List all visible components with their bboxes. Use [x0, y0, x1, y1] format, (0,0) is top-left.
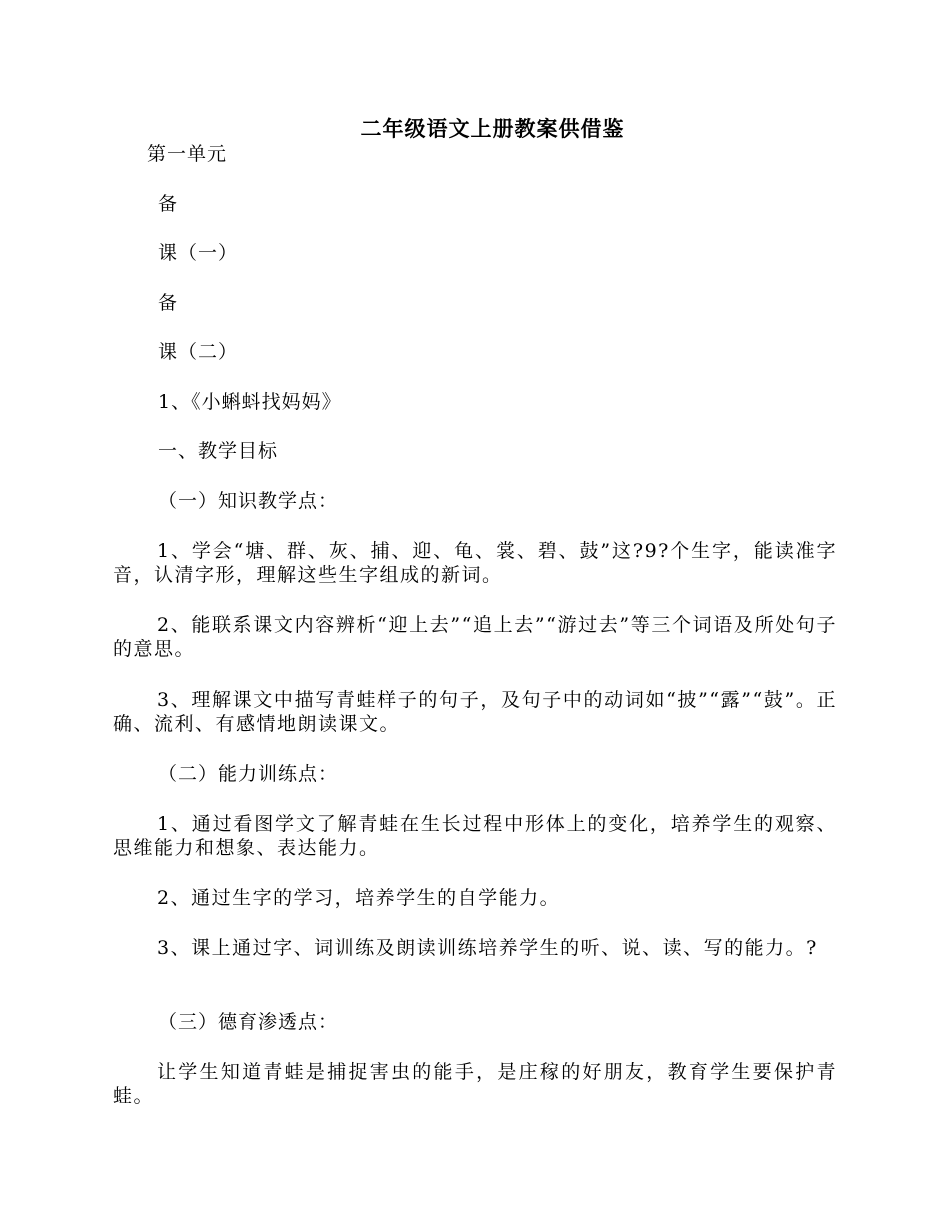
subsection-ability: （二）能力训练点： — [158, 763, 339, 785]
ability-item: 3、课上通过字、词训练及朗读训练培养学生的听、说、读、写的能力。? — [157, 937, 818, 959]
knowledge-item: 1、学会“塘、群、灰、捕、迎、龟、裳、碧、鼓”这?9?个生字，能读准字音，认清字形，理解这些生字组成的新词。 — [113, 540, 837, 586]
prep-lesson-1: 课（一） — [158, 242, 239, 264]
moral-item: 让学生知道青蛙是捕捉害虫的能手，是庄稼的好朋友，教育学生要保护青蛙。 — [113, 1061, 837, 1107]
knowledge-item: 3、理解课文中描写青蛙样子的句子，及句子中的动词如“披”“露”“鼓”。正确、流利、有感情地朗读课文。 — [113, 689, 837, 735]
prep-label-1: 备 — [158, 193, 179, 215]
prep-lesson-2: 课（二） — [158, 341, 239, 363]
document-title: 二年级语文上册教案供借鉴 — [360, 116, 625, 141]
ability-item: 2、通过生字的学习，培养学生的自学能力。 — [157, 887, 561, 909]
subsection-knowledge: （一）知识教学点： — [158, 490, 339, 512]
lesson-title: 1、《小蝌蚪找妈妈》 — [158, 391, 342, 413]
ability-item: 1、通过看图学文了解青蛙在生长过程中形体上的变化，培养学生的观察、思维能力和想象、表达能力。 — [113, 813, 837, 859]
unit-heading: 第一单元 — [147, 143, 228, 165]
knowledge-item: 2、能联系课文内容辨析“迎上去”“追上去”“游过去”等三个词语及所处句子的意思。 — [113, 614, 837, 660]
subsection-moral: （三）德育渗透点： — [158, 1011, 339, 1033]
section-teaching-goals: 一、教学目标 — [158, 440, 279, 462]
prep-label-2: 备 — [158, 292, 179, 314]
